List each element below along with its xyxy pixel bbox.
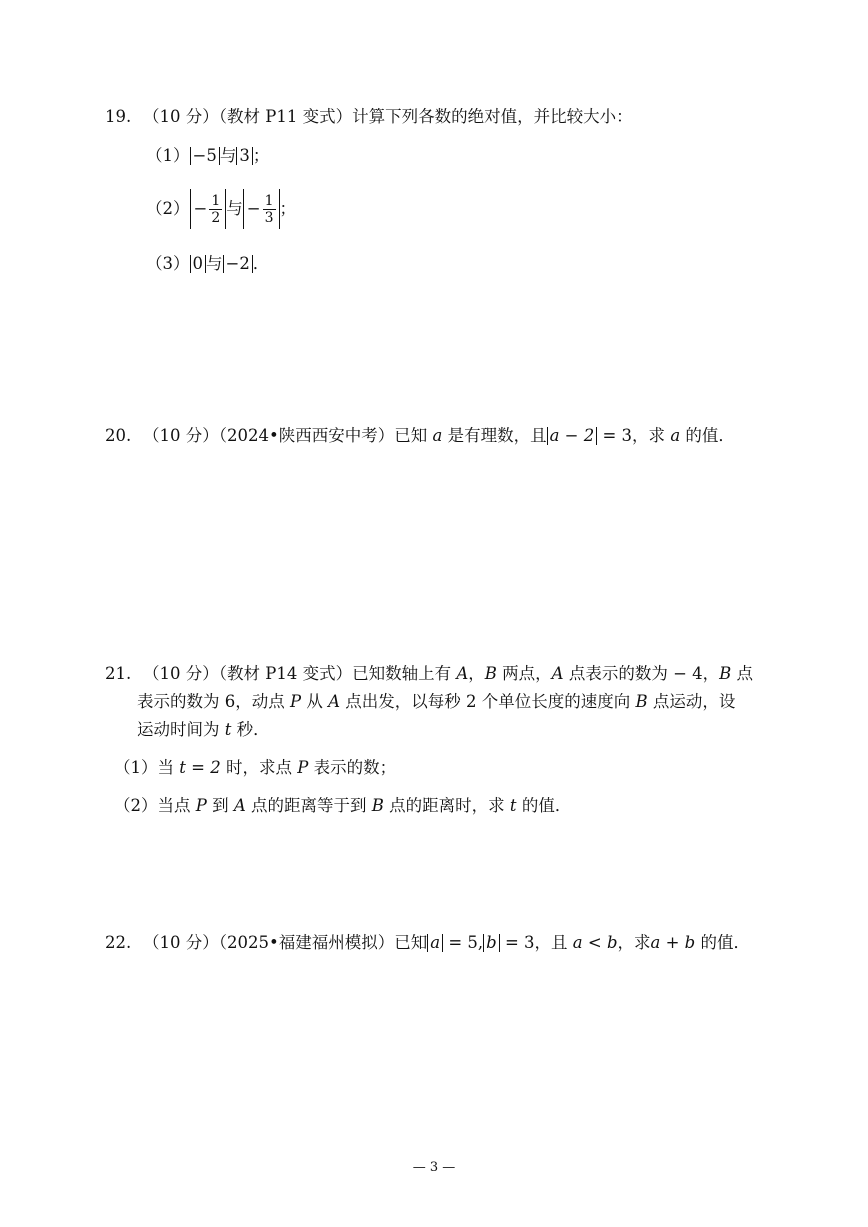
var-a: a xyxy=(670,426,681,445)
abs-value-expr: a xyxy=(427,934,443,952)
minus-sign: − xyxy=(193,199,208,218)
q19-score: （10 分） xyxy=(143,107,219,126)
point-label: A xyxy=(456,664,469,683)
abs-value-expr: −2 xyxy=(223,255,253,273)
q21-text: 表示的数； xyxy=(313,758,397,777)
q20-text: 的值． xyxy=(685,426,735,445)
q20-number: 20. xyxy=(105,426,132,445)
q19-part2-label: （2） xyxy=(146,199,190,218)
q19-stem xyxy=(105,106,633,128)
abs-value-expr: −5 xyxy=(190,147,220,165)
q21-number: 21. xyxy=(105,664,132,683)
q20-text: = 3，求 xyxy=(602,426,666,445)
point-label: B xyxy=(719,664,732,683)
q22-score: （10 分） xyxy=(143,933,219,952)
q21-stem-line1 xyxy=(105,663,753,685)
abs-value-expr: 0 xyxy=(190,255,207,273)
point-label: B xyxy=(371,796,384,815)
q19-source: （教材 P11 变式） xyxy=(218,107,353,126)
abs-value-fraction xyxy=(190,189,227,229)
q21-text: 从 xyxy=(306,692,323,711)
point-label: A xyxy=(328,692,341,711)
q21-text: 秒． xyxy=(236,720,270,739)
var-t: t xyxy=(224,720,232,739)
math-expr: a < b xyxy=(572,933,618,952)
point-label: P xyxy=(290,692,302,711)
q21-part1-label: （1） xyxy=(114,758,158,777)
q21-text: 当点 xyxy=(157,796,191,815)
fraction-denominator: 3 xyxy=(264,209,274,226)
abs-value-expr: b xyxy=(483,934,500,952)
q21-part1 xyxy=(114,757,396,779)
minus-sign: − xyxy=(246,199,261,218)
math-expr: = 3 xyxy=(504,933,535,952)
q21-text: 点的距离等于到 xyxy=(251,796,367,815)
q20-text: 是有理数，且 xyxy=(447,426,547,445)
q21-stem-line3 xyxy=(137,719,270,741)
q22-text: ，求 xyxy=(617,933,651,952)
q21-text: 到 xyxy=(212,796,229,815)
point-label: P xyxy=(297,758,309,777)
abs-value-fraction xyxy=(243,189,280,229)
q22-stem xyxy=(105,932,750,954)
q19-text: 计算下列各数的绝对值，并比较大小： xyxy=(352,107,633,126)
fraction-denominator: 2 xyxy=(211,209,221,226)
var-t: t xyxy=(509,796,517,815)
q19-part1-end: ； xyxy=(252,146,270,165)
abs-value-expr: a − 2 xyxy=(547,427,598,445)
var-a: a xyxy=(432,426,443,445)
point-label: P xyxy=(195,796,207,815)
q19-part1-label: （1） xyxy=(146,146,190,165)
q19-part1 xyxy=(146,145,269,167)
q21-text: 点的距离时，求 xyxy=(389,796,505,815)
q21-text: 表示的数为 6，动点 xyxy=(137,692,285,711)
q19-part3-label: （3） xyxy=(146,254,190,273)
q22-text: 已知 xyxy=(394,933,428,952)
q21-text: 点 xyxy=(736,664,754,683)
q19-part3 xyxy=(146,253,269,275)
point-label: A xyxy=(551,664,564,683)
point-label: B xyxy=(484,664,497,683)
fraction-numerator: 1 xyxy=(211,192,221,209)
q19-number: 19. xyxy=(105,107,132,126)
math-expr: a + b xyxy=(650,933,696,952)
math-expr: t = 2 xyxy=(179,758,221,777)
q21-text: 点表示的数为 − 4， xyxy=(568,664,720,683)
q21-score: （10 分） xyxy=(143,664,219,683)
q21-text: 点出发，以每秒 2 个单位长度的速度向 xyxy=(345,692,631,711)
q21-text: 当 xyxy=(157,758,174,777)
q19-part2 xyxy=(146,186,296,232)
q21-text: 的值． xyxy=(521,796,572,815)
point-label: A xyxy=(233,796,246,815)
q20-source: （2024•陕西西安中考） xyxy=(218,426,395,445)
q19-part2-mid: 与 xyxy=(226,199,243,218)
q19-part2-end: ； xyxy=(279,199,296,218)
q20-stem xyxy=(105,425,735,447)
q22-number: 22. xyxy=(105,933,132,952)
q21-text: ， xyxy=(468,664,485,683)
q19-part3-end: ． xyxy=(252,254,270,273)
q21-stem-line2 xyxy=(137,691,735,713)
q21-part2-label: （2） xyxy=(114,796,158,815)
fraction xyxy=(263,193,276,226)
q20-text: 已知 xyxy=(394,426,428,445)
q19-part3-mid: 与 xyxy=(206,254,223,273)
point-label: B xyxy=(635,692,648,711)
q20-score: （10 分） xyxy=(143,426,219,445)
math-expr: = 5, xyxy=(448,933,484,952)
fraction-numerator: 1 xyxy=(264,192,274,209)
q21-text: 已知数轴上有 xyxy=(352,664,452,683)
fraction xyxy=(209,193,222,226)
q21-source: （教材 P14 变式） xyxy=(218,664,353,683)
q21-part2 xyxy=(114,795,571,817)
q21-text: 点运动，设 xyxy=(652,692,736,711)
q19-part1-mid: 与 xyxy=(219,146,237,165)
abs-value-expr: 3 xyxy=(236,147,253,165)
page-number: — 3 — xyxy=(412,1160,456,1175)
q22-text: ，且 xyxy=(534,933,568,952)
q21-text: 运动时间为 xyxy=(137,720,220,739)
q22-source: （2025•福建福州模拟） xyxy=(218,933,395,952)
q22-text: 的值． xyxy=(700,933,750,952)
q21-text: 两点， xyxy=(502,664,552,683)
q21-text: 时，求点 xyxy=(225,758,292,777)
